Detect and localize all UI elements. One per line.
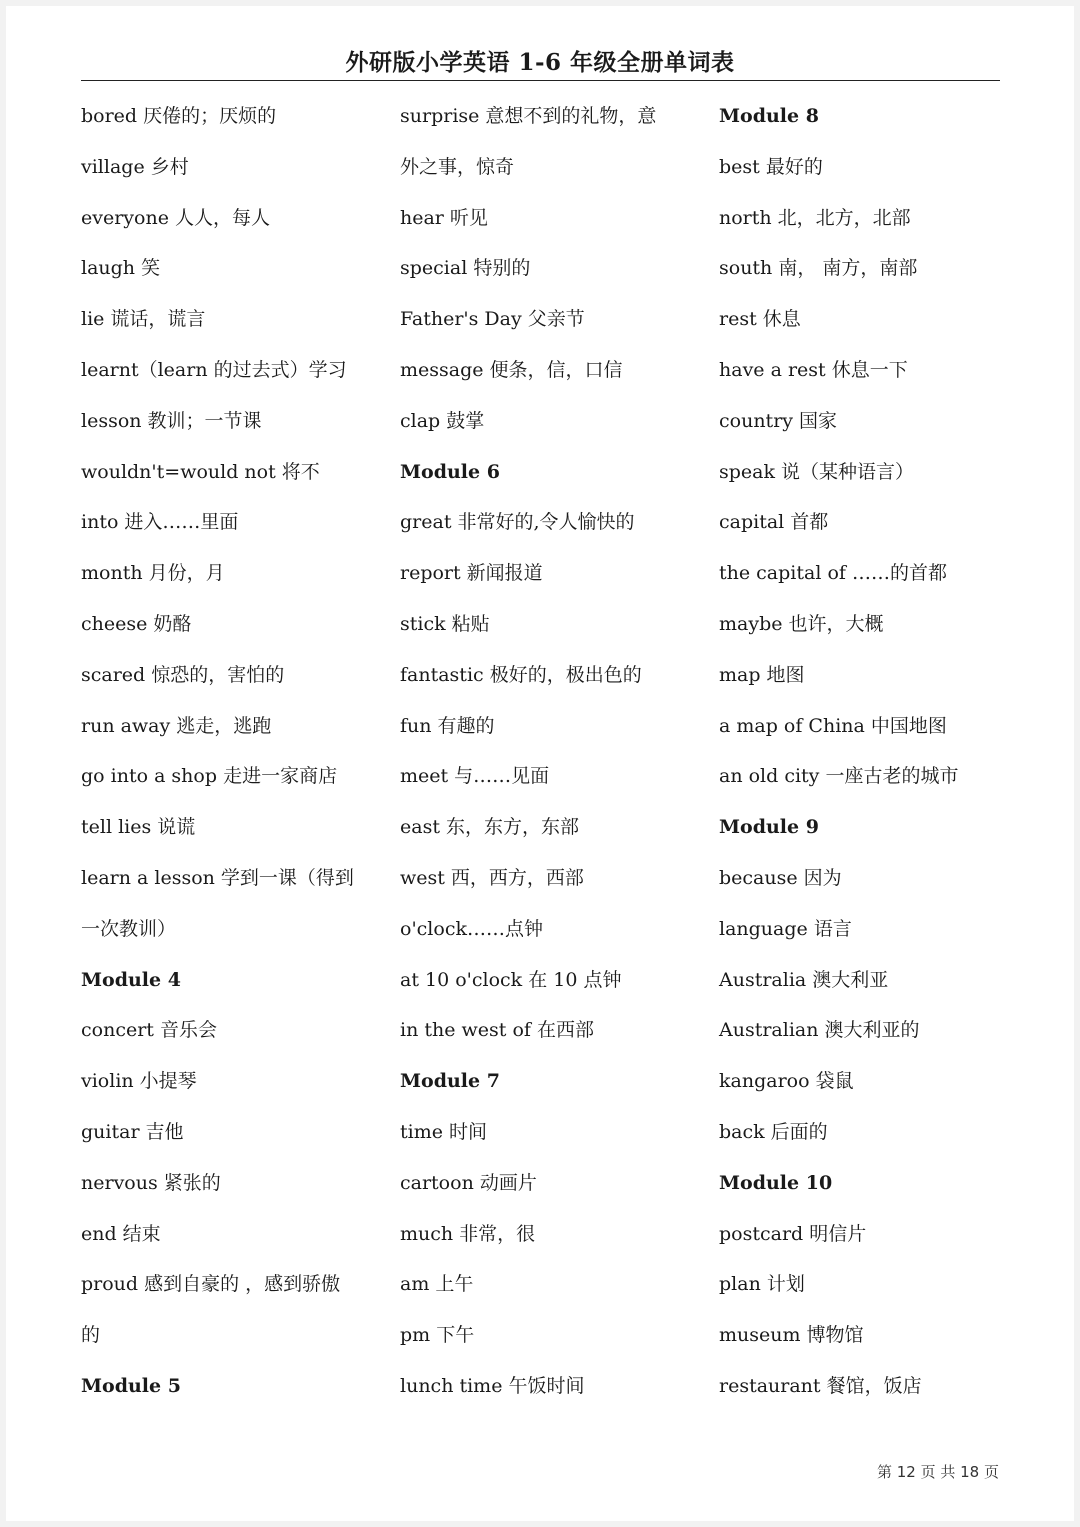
vocab-entry: proud 感到自豪的 ，感到骄傲 — [81, 1273, 341, 1296]
vocab-entry: tell lies 说谎 — [81, 816, 196, 839]
vocab-entry: back 后面的 — [719, 1120, 828, 1143]
vocab-entry: at 10 o'clock 在 10 点钟 — [400, 968, 622, 991]
vocab-entry: message 便条，信，口信 — [400, 358, 623, 381]
vocab-entry: in the west of 在西部 — [400, 1019, 594, 1042]
vocab-entry: end 结束 — [81, 1222, 161, 1245]
vocab-entry: postcard 明信片 — [719, 1222, 867, 1245]
module-heading: Module 6 — [400, 460, 500, 483]
vocab-entry: fun 有趣的 — [400, 714, 495, 737]
module-heading: Module 10 — [719, 1171, 833, 1194]
module-heading: Module 4 — [81, 968, 181, 991]
module-heading: Module 8 — [719, 105, 819, 127]
vocab-entry: village 乡村 — [81, 155, 189, 178]
vocab-entry: museum 博物馆 — [719, 1324, 864, 1347]
vocab-entry: best 最好的 — [719, 155, 823, 178]
vocab-entry: report 新闻报道 — [400, 562, 543, 585]
vocab-entry: cheese 奶酪 — [81, 612, 192, 635]
vocab-entry: cartoon 动画片 — [400, 1171, 537, 1194]
vocab-entry: plan 计划 — [719, 1273, 805, 1296]
vocab-entry: learnt（learn 的过去式）学习 — [81, 358, 347, 381]
vocab-entry: nervous 紧张的 — [81, 1171, 221, 1194]
vocab-entry: capital 首都 — [719, 511, 829, 534]
vocab-entry: map 地图 — [719, 663, 805, 686]
vocab-entry: 外之事，惊奇 — [400, 155, 515, 178]
vocab-entry: month 月份，月 — [81, 562, 225, 585]
vocab-entry: 的 — [81, 1324, 101, 1347]
vocab-entry: guitar 吉他 — [81, 1120, 184, 1143]
vocab-entry: speak 说（某种语言） — [719, 460, 915, 483]
vocab-entry: wouldn't=would not 将不 — [81, 460, 320, 483]
module-heading: Module 9 — [719, 816, 819, 839]
vocab-entry: into 进入……里面 — [81, 511, 239, 534]
vocab-entry: laugh 笑 — [81, 257, 161, 280]
vocab-entry: much 非常，很 — [400, 1222, 536, 1245]
vocab-entry: clap 鼓掌 — [400, 409, 485, 432]
vocab-entry: great 非常好的,令人愉快的 — [400, 511, 635, 534]
vocab-entry: scared 惊恐的，害怕的 — [81, 663, 285, 686]
vocab-entry: because 因为 — [719, 866, 842, 889]
vocab-entry: rest 休息 — [719, 308, 801, 331]
title-underline — [81, 80, 1000, 81]
vocab-entry: have a rest 休息一下 — [719, 358, 908, 381]
vocab-entry: everyone 人人，每人 — [81, 206, 270, 229]
vocab-entry: hear 听见 — [400, 206, 488, 229]
word-column-1 — [81, 92, 381, 1413]
word-column-3 — [719, 92, 1019, 1413]
vocab-entry: lesson 教训；一节课 — [81, 409, 262, 432]
vocab-entry: time 时间 — [400, 1120, 488, 1143]
vocab-entry: maybe 也许，大概 — [719, 612, 884, 635]
vocab-entry: surprise 意想不到的礼物，意 — [400, 105, 657, 127]
vocab-entry: south 南， 南方，南部 — [719, 257, 918, 280]
page-title: 外研版小学英语 1-6 年级全册单词表 — [345, 49, 735, 76]
vocab-entry: am 上午 — [400, 1273, 474, 1296]
vocab-entry: go into a shop 走进一家商店 — [81, 765, 338, 788]
vocab-entry: lunch time 午饭时间 — [400, 1374, 585, 1397]
vocab-entry: language 语言 — [719, 917, 852, 940]
vocab-entry: east 东，东方，东部 — [400, 816, 579, 839]
vocab-entry: an old city 一座古老的城市 — [719, 765, 959, 788]
module-heading: Module 7 — [400, 1070, 500, 1093]
vocab-entry: Australia 澳大利亚 — [719, 968, 889, 991]
vocab-entry: Father's Day 父亲节 — [400, 308, 585, 331]
vocab-entry: kangaroo 袋鼠 — [719, 1070, 854, 1093]
word-column-2 — [400, 92, 700, 1413]
page-number: 第 12 页 共 18 页 — [876, 1463, 999, 1481]
vocab-entry: fantastic 极好的，极出色的 — [400, 663, 642, 686]
vocab-entry: violin 小提琴 — [81, 1070, 197, 1093]
vocab-entry: run away 逃走，逃跑 — [81, 714, 272, 737]
vocab-entry: meet 与……见面 — [400, 765, 550, 788]
vocab-entry: the capital of ……的首都 — [719, 562, 947, 585]
vocab-entry: a map of China 中国地图 — [719, 714, 947, 737]
vocab-entry: 一次教训） — [81, 917, 177, 940]
vocab-entry: pm 下午 — [400, 1324, 475, 1347]
vocab-entry: stick 粘贴 — [400, 612, 490, 635]
vocab-entry: bored 厌倦的；厌烦的 — [81, 105, 277, 127]
vocab-entry: special 特别的 — [400, 257, 531, 280]
vocab-entry: Australian 澳大利亚的 — [719, 1019, 920, 1042]
vocab-entry: west 西，西方，西部 — [400, 866, 584, 889]
module-heading: Module 5 — [81, 1374, 181, 1397]
vocab-entry: restaurant 餐馆，饭店 — [719, 1374, 922, 1397]
vocab-entry: lie 谎话，谎言 — [81, 308, 206, 331]
vocab-entry: concert 音乐会 — [81, 1019, 217, 1042]
vocab-entry: north 北，北方，北部 — [719, 206, 911, 229]
vocab-entry: country 国家 — [719, 409, 838, 432]
vocab-entry: learn a lesson 学到一课（得到 — [81, 866, 354, 889]
vocab-entry: o'clock……点钟 — [400, 917, 543, 940]
